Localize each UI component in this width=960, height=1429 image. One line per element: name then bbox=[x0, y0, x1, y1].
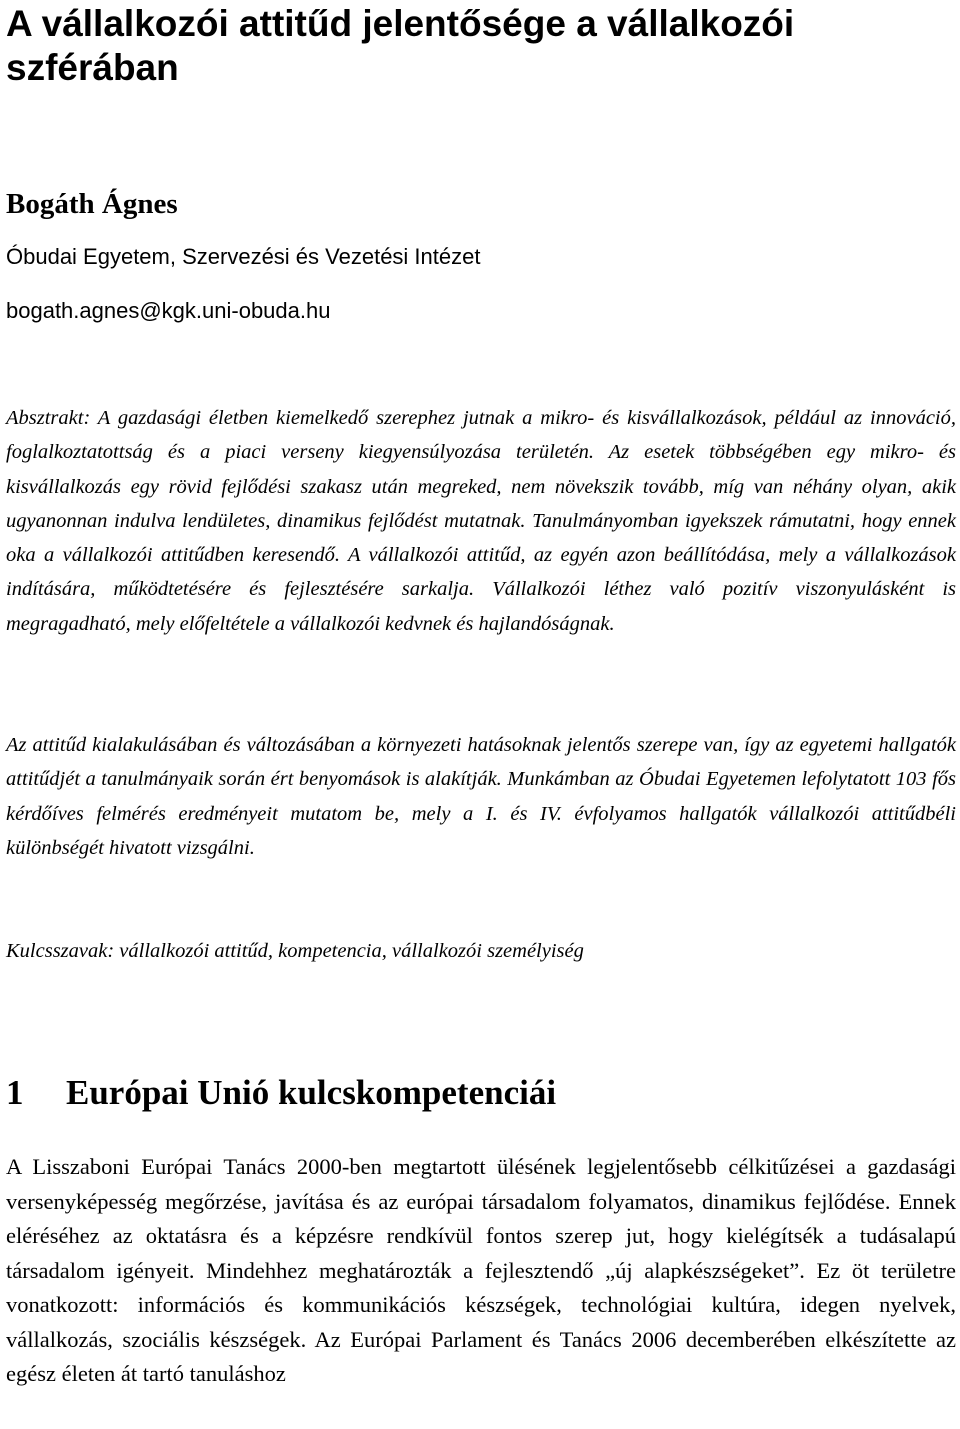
section-title: Európai Unió kulcskompetenciái bbox=[66, 1073, 557, 1112]
section-heading bbox=[6, 1070, 556, 1116]
abstract-paragraph-2: Az attitűd kialakulásában és változásában a környezeti hatásoknak jelentős szerepe van, így az egyetemi hallgatók attitűdjét a tanulmányaik során ért benyomások is alakítják. Munkámban az Óbudai Egyetemen lefolytatott 103 fős kérdőíves felmérés eredményeit mutatom be, mely a I. és IV. évfolyamos hallgatók vállalkozói attitűdbéli különbségét hivatott vizsgálni. bbox=[6, 734, 956, 859]
section-number: 1 bbox=[6, 1073, 24, 1112]
body-paragraph: A Lisszaboni Európai Tanács 2000-ben megtartott ülésének legjelentősebb célkitűzései a gazdasági versenyképesség megőrzése, javítása és az európai társadalom folyamatos, dinamikus fejlődése. Ennek eléréséhez az oktatásra és a képzésre rendkívül fontos szerep jut, hogy kielégítsék a tudásalapú társadalom igényeit. Mindehhez meghatározták a fejlesztendő „új alapkészségeket”. Ez öt területre vonatkozott: információs és kommunikációs készségek, technológiai kultúra, idegen nyelvek, vállalkozás, szociális készségek. Az Európai Parlament és Tanács 2006 decemberében elkészítette az egész életen át tartó tanuláshoz bbox=[6, 1154, 956, 1386]
paper-title: A vállalkozói attitűd jelentősége a vállalkozói szférában bbox=[6, 3, 795, 88]
author-name: Bogáth Ágnes bbox=[6, 188, 178, 220]
abstract-paragraph-1: Absztrakt: A gazdasági életben kiemelkedő szerephez jutnak a mikro- és kisvállalkozások, például az innováció, foglalkoztatottság és a piaci verseny kiegyensúlyozása területén. Az esetek többségében egy mikro- és kisvállalkozás egy rövid fejlődési szakasz után megreked, nem növekszik tovább, míg van néhány olyan, akik ugyanonnan indulva lendületes, dinamikus fejlődést mutatnak. Tanulmányomban igyekszek rámutatni, hogy ennek oka a vállalkozói attitűdben keresendő. A vállalkozói attitűd, az egyén azon beállítódása, mely a vállalkozások indítására, működtetésére és fejlesztésére sarkalja. Vállalkozói léthez való pozitív viszonyulásként is megragadható, mely előfeltétele a vállalkozói kedvnek és hajlandóságnak. bbox=[6, 407, 956, 635]
keywords: Kulcsszavak: vállalkozói attitűd, kompetencia, vállalkozói személyiség bbox=[6, 940, 584, 962]
author-email: bogath.agnes@kgk.uni-obuda.hu bbox=[6, 298, 331, 323]
author-affiliation: Óbudai Egyetem, Szervezési és Vezetési Intézet bbox=[6, 244, 481, 269]
